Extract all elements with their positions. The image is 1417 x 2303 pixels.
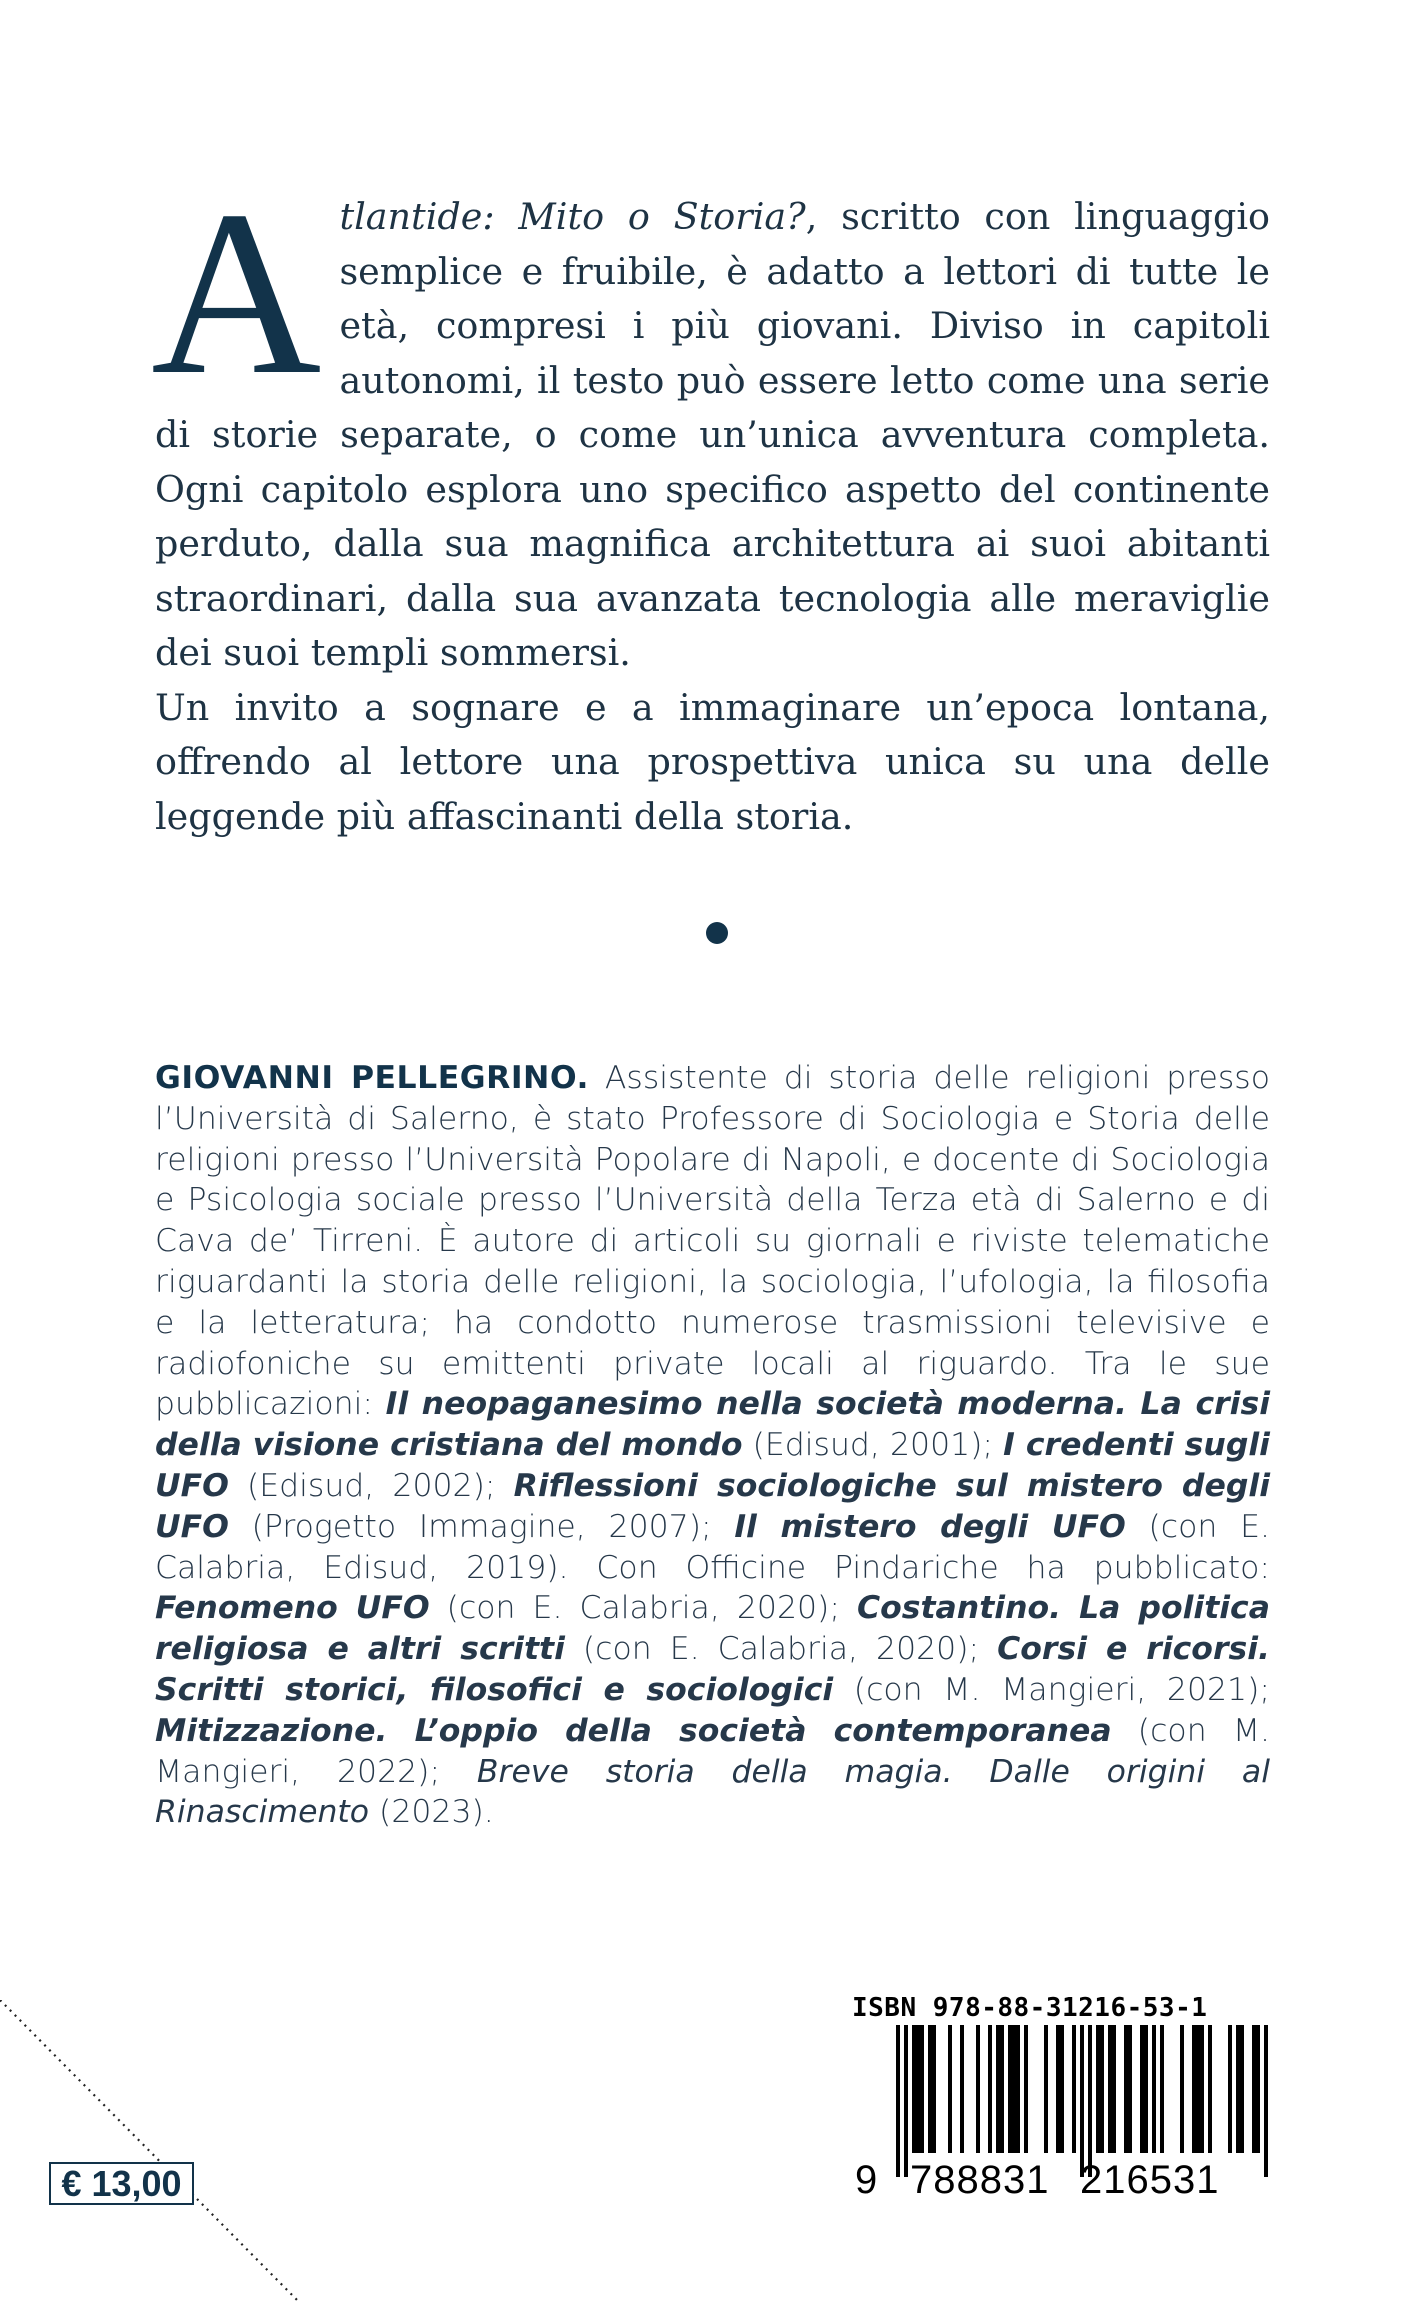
barcode-bar <box>1252 2025 1256 2153</box>
bio-text: (con E. Calabria, Edisud, 2019). Con Officine Pindariche ha pubblicato: <box>155 1508 1270 1586</box>
barcode-bar <box>1112 2025 1116 2153</box>
barcode-bar <box>1196 2025 1200 2153</box>
barcode-bar <box>1124 2025 1128 2153</box>
barcode-bar <box>920 2025 924 2153</box>
publication-title: Il mistero degli UFO <box>734 1508 1126 1545</box>
barcode-bar <box>1088 2025 1092 2177</box>
barcode-bar <box>1144 2025 1148 2153</box>
barcode-bar <box>1160 2025 1164 2153</box>
barcode-bar <box>948 2025 952 2153</box>
publication-title: Costantino. La politica religiosa e altri scritti <box>155 1590 1270 1668</box>
barcode-bar <box>1192 2025 1196 2153</box>
bio-text: (2023). <box>369 1794 494 1831</box>
blurb <box>151 163 1270 844</box>
barcode-bar <box>1240 2025 1244 2153</box>
book-title: tlantide: Mito o Storia? <box>339 195 806 238</box>
barcode-bar <box>916 2025 920 2153</box>
publication-title: Breve storia della magia. Dalle origini al Rinascimento <box>155 1753 1270 1831</box>
barcode-bar <box>1140 2025 1144 2153</box>
bio-text: (Edisud, 2002); <box>228 1467 514 1504</box>
publication-title: I credenti sugli UFO <box>155 1427 1270 1504</box>
bio-text: (con M. Mangieri, 2021); <box>833 1671 1270 1708</box>
bio-text: Assistente di storia delle religioni presso l’Università di Salerno, è stato Professore di Sociologia e Storia delle religioni presso l’Università Popolare di Napoli, e docente di Sociologia e Psicologia sociale presso l’Università della Terza età di Salerno e di Cava de’ Tirreni. È autore di articoli su giornali e riviste telematiche riguardanti la storia delle religioni, la sociologia, l’ufologia, la filosofia e la letteratura; ha condotto numerose trasmissioni televisive e radiofoniche su emittenti private locali al riguardo. Tra le sue pubblicazioni: <box>155 1060 1270 1423</box>
publication-title: Il neopaganesimo nella società moderna. La crisi della visione cristiana del mondo <box>155 1386 1270 1464</box>
blurb-paragraph-1 <box>151 163 1270 681</box>
barcode-digit-first: 9 <box>855 2158 879 2202</box>
barcode-bar <box>1024 2025 1028 2153</box>
barcode-digits-right: 216531 <box>1080 2158 1220 2202</box>
bio-text: (con M. Mangieri, 2022); <box>155 1712 1271 1790</box>
barcode-bar <box>1056 2025 1060 2153</box>
drop-cap: A <box>151 163 322 424</box>
barcode-bar <box>1044 2025 1048 2153</box>
barcode-bar <box>932 2025 936 2153</box>
bio-text: (Edisud, 2001); <box>742 1427 1004 1464</box>
barcode-bar <box>1264 2025 1268 2177</box>
barcode-bar <box>1108 2025 1112 2153</box>
barcode-bar <box>1000 2025 1004 2153</box>
barcode-bar <box>1008 2025 1012 2153</box>
dotted-cut-line <box>0 2000 300 2303</box>
bio-text: (con E. Calabria, 2020); <box>564 1631 998 1668</box>
barcode-bar <box>1016 2025 1020 2153</box>
barcode-bar <box>1012 2025 1016 2153</box>
barcode-bar <box>1228 2025 1232 2153</box>
blurb-paragraph-2: Un invito a sognare e a immaginare un’epoca lontana, offrendo al lettore una prospettiva unica su una delle leggende più affascinanti della storia. <box>155 685 1270 838</box>
barcode-bar <box>1152 2025 1156 2153</box>
barcode-bar <box>1128 2025 1132 2153</box>
author-name: GIOVANNI PELLEGRINO. <box>155 1060 589 1096</box>
barcode-bar <box>960 2025 964 2153</box>
publication-title: Corsi e ricorsi. Scritti storici, filosofici e sociologici <box>155 1631 1270 1708</box>
barcode-bar <box>1060 2025 1064 2153</box>
barcode-bar <box>928 2025 932 2153</box>
blurb-text: , scritto con linguaggio semplice e fruibile, è adatto a lettori di tutte le età, compresi i più giovani. Diviso in capitoli autonomi, il testo può essere letto come una serie di storie separate, o come un’unica avventura completa. Ogni capitolo esplora uno specifico aspetto del continente perduto, dalla sua magnifica architettura ai suoi abitanti straordinari, dalla sua avanzata tecnologia alle meraviglie dei suoi templi sommersi. <box>155 195 1270 674</box>
barcode-bar <box>896 2025 900 2177</box>
barcode-bar <box>988 2025 992 2153</box>
price-tag: € 13,00 <box>49 2162 194 2205</box>
bio-text: (con E. Calabria, 2020); <box>429 1590 857 1627</box>
isbn-label: ISBN 978-88-31216-53-1 <box>852 1993 1208 2023</box>
author-bio <box>155 1058 1270 1833</box>
barcode-bar <box>976 2025 980 2153</box>
barcode-bar <box>1180 2025 1184 2153</box>
barcode-bar <box>1256 2025 1260 2153</box>
bio-text: (Progetto Immagine, 2007); <box>228 1508 735 1545</box>
barcode-bar <box>1096 2025 1100 2153</box>
barcode-digits-left: 788831 <box>910 2158 1050 2202</box>
barcode-bar <box>1100 2025 1104 2153</box>
publication-title: Fenomeno UFO <box>155 1590 430 1627</box>
barcode-bar <box>912 2025 916 2153</box>
publication-title: Riflessioni sociologiche sul mistero degli UFO <box>155 1467 1270 1545</box>
barcode-bar <box>1208 2025 1212 2153</box>
barcode-bar <box>1080 2025 1084 2177</box>
barcode-bar <box>1072 2025 1076 2153</box>
separator-dot <box>706 922 728 944</box>
barcode-bar <box>904 2025 908 2177</box>
barcode-bar <box>996 2025 1000 2153</box>
barcode-bar <box>1200 2025 1204 2153</box>
publication-title: Mitizzazione. L’oppio della società contemporanea <box>155 1712 1112 1749</box>
barcode-bar <box>1236 2025 1240 2153</box>
